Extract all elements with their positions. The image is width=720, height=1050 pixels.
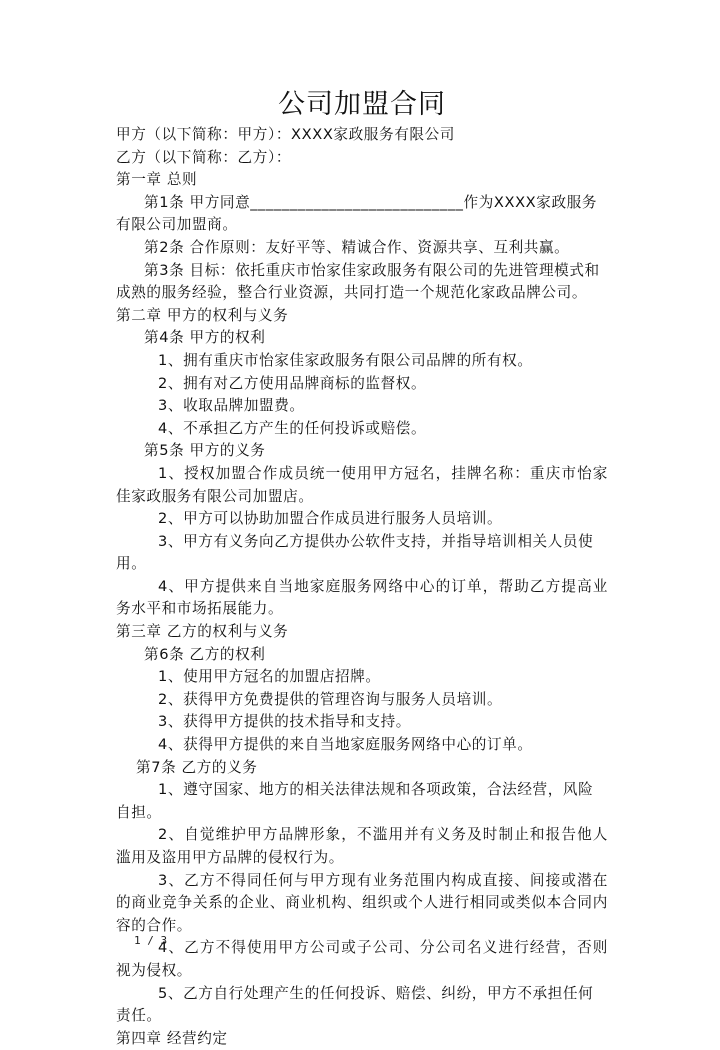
list-item: 3、获得甲方提供的技术指导和支持。 (158, 713, 411, 731)
list-item: 4、获得甲方提供的来自当地家庭服务网络中心的订单。 (158, 736, 533, 754)
list-item: 2、拥有对乙方使用品牌商标的监督权。 (158, 374, 427, 392)
list-item: 3、乙方不得同任何与甲方现有业务范围内构成直接、间接或潜在的商业竞争关系的企业、商业机构、组织或个人进行相同或类似本合同内容的合作。 (116, 871, 608, 934)
article-text: 第3条 目标：依托重庆市怡家佳家政服务有限公司的先进管理模式和成熟的服务经验，整合行业资源，共同打造一个规范化家政品牌公司。 (116, 261, 600, 302)
list-item: 1、使用甲方冠名的加盟店招牌。 (158, 668, 381, 686)
chapter-heading: 第二章 甲方的权利与义务 (116, 306, 289, 324)
list-item: 1、遵守国家、地方的相关法律法规和各项政策，合法经营，风险自担。 (116, 781, 594, 821)
chapter-heading: 第四章 经营约定 (116, 1029, 228, 1047)
chapter-heading: 第三章 乙方的权利与义务 (116, 623, 289, 641)
list-item: 2、甲方可以协助加盟合作成员进行服务人员培训。 (158, 510, 503, 528)
article-heading: 第5条 甲方的义务 (144, 442, 266, 460)
article-heading: 第7条 乙方的义务 (136, 758, 258, 776)
list-item: 3、收取品牌加盟费。 (158, 397, 305, 415)
list-item: 3、甲方有义务向乙方提供办公软件支持，并指导培训相关人员使用。 (116, 532, 594, 573)
list-item: 4、乙方不得使用甲方公司或子公司、分公司名义进行经营，否则视为侵权。 (116, 939, 608, 979)
article-text: 第2条 合作原则：友好平等、精诚合作、资源共享、互利共赢。 (144, 238, 570, 256)
list-item: 2、获得甲方免费提供的管理咨询与服务人员培训。 (158, 690, 503, 708)
page-indicator: 1 / 3 (134, 934, 168, 947)
article-heading: 第6条 乙方的权利 (144, 645, 266, 663)
document-page (116, 86, 608, 1050)
list-item: 4、不承担乙方产生的任何投诉或赔偿。 (158, 419, 427, 437)
document-title: 公司加盟合同 (278, 89, 446, 120)
article-heading: 第4条 甲方的权利 (144, 329, 266, 347)
list-item: 4、甲方提供来自当地家庭服务网络中心的订单，帮助乙方提高业务水平和市场拓展能力。 (116, 577, 608, 618)
list-item: 1、拥有重庆市怡家佳家政服务有限公司品牌的所有权。 (158, 351, 533, 369)
list-item: 5、乙方自行处理产生的任何投诉、赔偿、纠纷，甲方不承担任何责任。 (116, 984, 594, 1025)
chapter-heading: 第一章 总则 (116, 171, 198, 189)
list-item: 2、自觉维护甲方品牌形象，不滥用并有义务及时制止和报告他人滥用及盗用甲方品牌的侵权行为。 (116, 826, 608, 866)
list-item: 1、授权加盟合作成员统一使用甲方冠名，挂牌名称：重庆市怡家佳家政服务有限公司加盟店。 (116, 464, 608, 505)
party-b-line: 乙方（以下简称：乙方）： (116, 148, 292, 166)
party-a-line: 甲方（以下简称：甲方）：XXXX家政服务有限公司 (116, 126, 455, 143)
article-text: 第1条 甲方同意___________________________作为XXXX家政服务有限公司加盟商。 (116, 193, 598, 234)
